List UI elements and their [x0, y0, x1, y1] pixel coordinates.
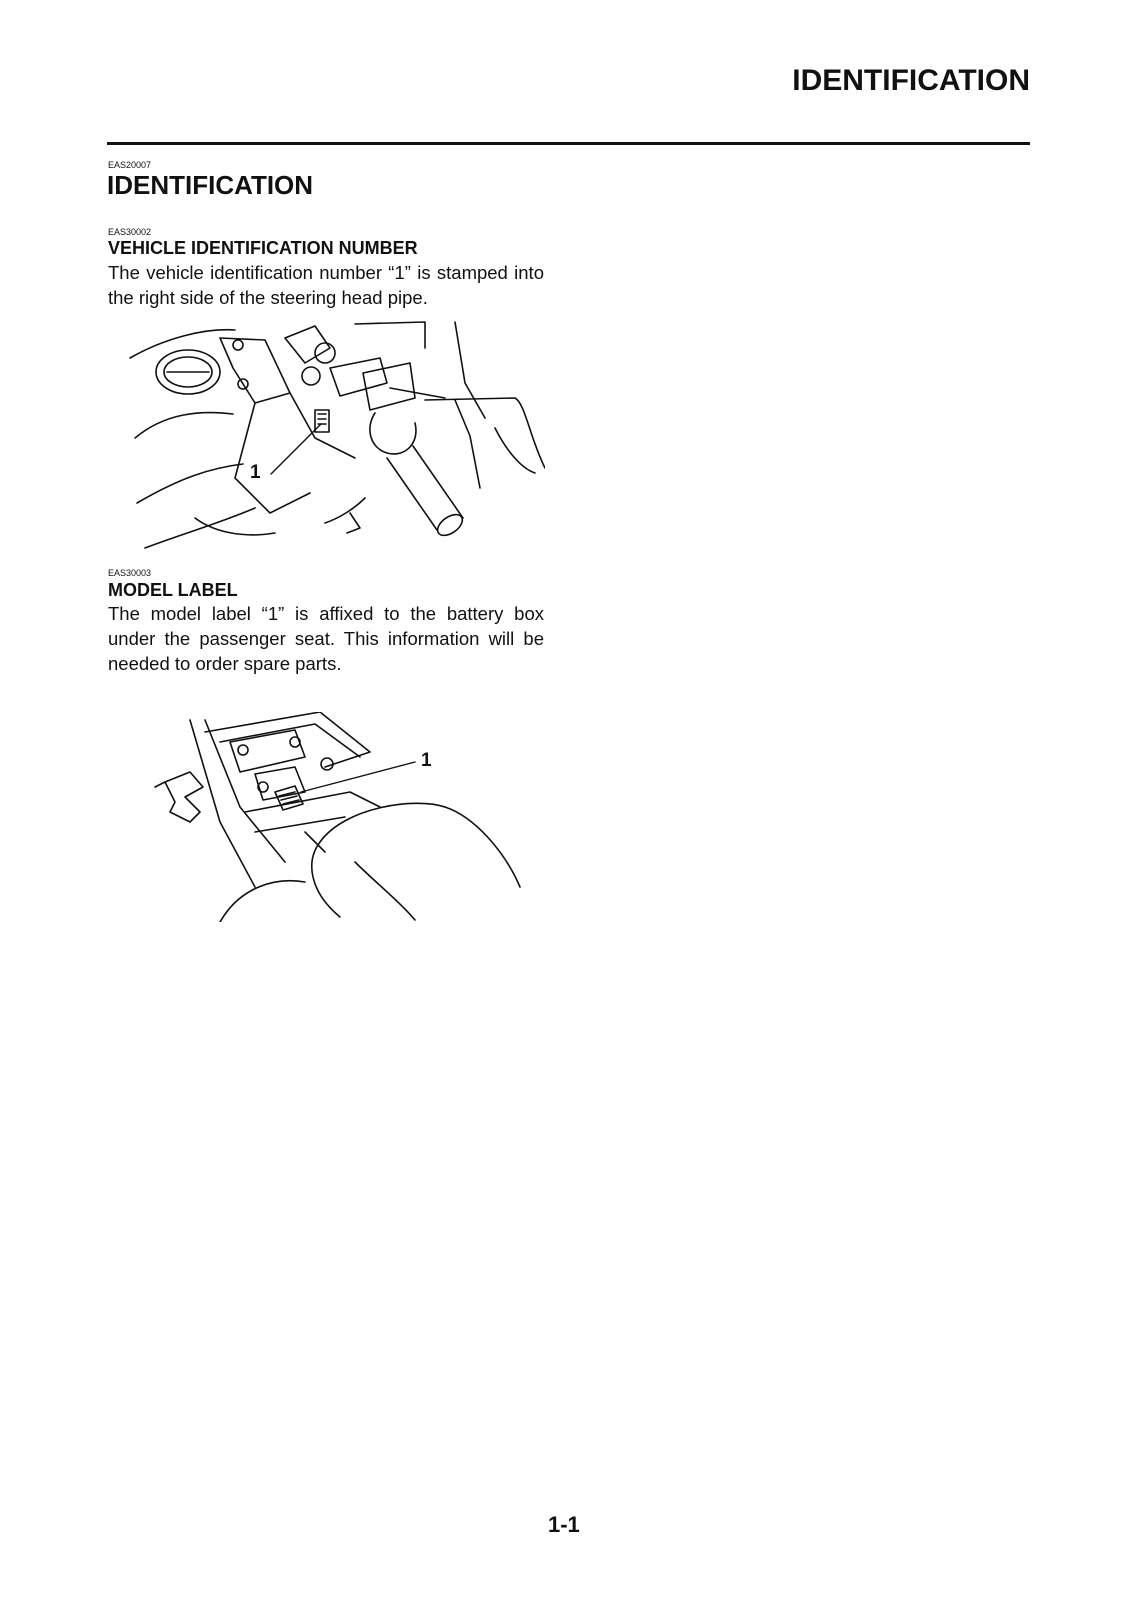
model-label-paragraph: The model label “1” is affixed to the battery box under the passenger seat. This information will be needed to order spare parts. [108, 603, 544, 674]
model-label-callout: 1 [421, 750, 432, 771]
vin-paragraph: The vehicle identification number “1” is stamped into the right side of the steering head pipe. [108, 262, 544, 308]
model-label-heading: MODEL LABEL [108, 580, 238, 600]
model-label-illustration [145, 712, 525, 922]
section-code: EAS20007 [108, 160, 152, 170]
page-header-title: IDENTIFICATION [792, 64, 1030, 97]
model-label-code: EAS30003 [108, 568, 152, 578]
header-rule [107, 142, 1030, 145]
section-title: IDENTIFICATION [107, 170, 314, 200]
vin-illustration [125, 318, 545, 563]
vin-code: EAS30002 [108, 227, 152, 237]
vin-heading: VEHICLE IDENTIFICATION NUMBER [108, 238, 418, 258]
page-number: 1-1 [548, 1512, 580, 1537]
vin-callout: 1 [250, 462, 261, 483]
